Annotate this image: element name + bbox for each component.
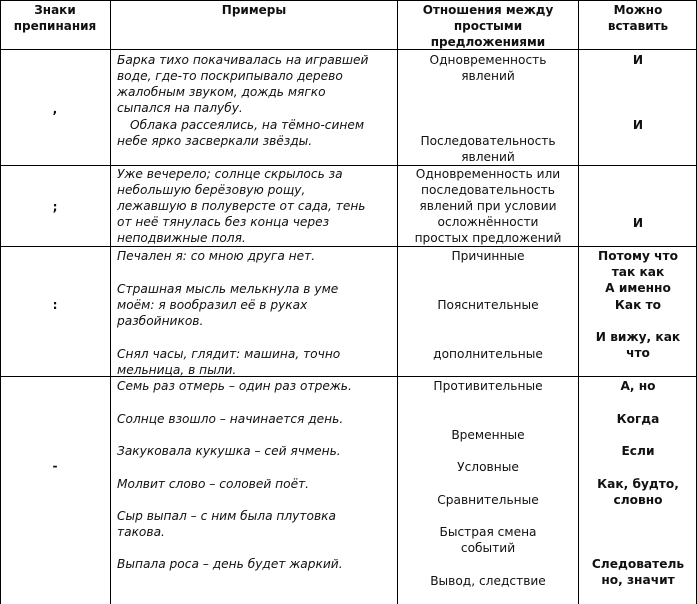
header-relations-line: простыми — [453, 19, 523, 33]
header-insert-line: вставить — [607, 19, 669, 33]
row-semicolon-insert: И — [632, 216, 644, 230]
insert-line: Потому что — [598, 249, 678, 263]
column-divider-1 — [110, 0, 111, 604]
row-colon-insert-3 — [579, 329, 697, 361]
row-dash-sign: - — [52, 459, 58, 473]
example-line: Выпала роса – день будет жаркий. — [117, 557, 343, 571]
row-comma-sign: , — [52, 102, 58, 116]
relation-line: Вывод, следствие — [430, 574, 546, 588]
example-line: небе ярко засверкали звёзды. — [117, 134, 313, 148]
header-relations — [398, 2, 578, 50]
relation-line: Одновременность — [429, 53, 547, 67]
header-relations-line: Отношения между — [422, 3, 554, 17]
example-line: Уже вечерело; солнце скрылось за — [117, 167, 343, 181]
row-comma-insert-2: И — [632, 118, 644, 132]
insert-line: Следователь — [591, 557, 685, 571]
insert-line: так как — [611, 265, 665, 279]
relation-line: Последовательность — [420, 134, 556, 148]
example-line: Солнце взошло – начинается день. — [117, 412, 344, 426]
insert-line: Когда — [616, 412, 660, 426]
example-line: мельница, в пыли. — [117, 363, 237, 377]
header-signs-line: препинания — [13, 19, 97, 33]
relation-line: последовательность — [421, 183, 555, 197]
example-line: разбойников. — [117, 314, 204, 328]
row-dash-relation-2 — [398, 427, 578, 443]
relation-line: Противительные — [433, 379, 543, 393]
row-dash-relation-4 — [398, 492, 578, 508]
row-dash-insert-2 — [579, 411, 697, 427]
row-colon-example-2 — [117, 281, 389, 329]
example-line: Семь раз отмерь – один раз отрежь. — [117, 379, 352, 393]
row-colon-example-1 — [117, 248, 389, 264]
relation-line: Условные — [457, 460, 519, 474]
header-examples — [111, 2, 397, 18]
insert-line: Как, будто, — [597, 477, 679, 491]
row-dash-insert-1 — [579, 378, 697, 394]
example-line: от неё тянулась без конца через — [117, 215, 330, 229]
row-dash-insert-5 — [579, 556, 697, 588]
insert-line: но, значит — [601, 573, 675, 587]
relation-line: Причинные — [451, 249, 525, 263]
row-divider-header — [0, 49, 697, 50]
example-line: лежавшую в полуверсте от сада, тень — [117, 199, 366, 213]
relation-line: Сравнительные — [437, 493, 539, 507]
row-colon-insert-2 — [579, 297, 697, 313]
row-semicolon-relation — [398, 166, 578, 246]
example-line: такова. — [117, 525, 165, 539]
row-colon-example-3 — [117, 346, 389, 378]
example-line: Молвит слово – соловей поёт. — [117, 477, 310, 491]
row-comma-example-1 — [117, 52, 389, 116]
relation-line: Пояснительные — [437, 298, 539, 312]
example-line: Печален я: со мною друга нет. — [117, 249, 316, 263]
relation-line: явлений — [461, 69, 515, 83]
row-dash-insert-3 — [579, 443, 697, 459]
row-comma-relation-2 — [398, 133, 578, 165]
row-dash-insert-4 — [579, 476, 697, 508]
example-line: Сыр выпал – с ним была плутовка — [117, 509, 336, 523]
row-dash-relation-5 — [398, 524, 578, 556]
relation-line: Одновременность или — [415, 167, 561, 181]
example-line: Снял часы, глядит: машина, точно — [117, 347, 341, 361]
header-signs — [0, 2, 110, 34]
relation-line: осложнённости — [437, 215, 539, 229]
row-semicolon-example — [117, 166, 389, 246]
example-line: сыпался на палубу. — [117, 101, 243, 115]
row-colon-sign: : — [52, 298, 58, 312]
example-line: неподвижные поля. — [117, 231, 246, 245]
relation-line: дополнительные — [433, 347, 543, 361]
row-dash-example-5 — [117, 508, 389, 540]
insert-line: А именно — [605, 281, 671, 295]
table-border-top — [0, 0, 697, 1]
example-line: Закуковала кукушка – сей ячмень. — [117, 444, 341, 458]
row-colon-insert-1 — [579, 248, 697, 296]
header-insert — [579, 2, 697, 34]
relation-line: Временные — [451, 428, 525, 442]
example-line: небольшую берёзовую рощу, — [117, 183, 306, 197]
insert-line: Как то — [614, 298, 662, 312]
example-line: моём: я вообразил её в руках — [117, 298, 308, 312]
relation-line: явлений — [461, 150, 515, 164]
row-dash-relation-1 — [398, 378, 578, 394]
row-dash-example-3 — [117, 443, 389, 459]
example-line: воде, где-то поскрипывало дерево — [117, 69, 343, 83]
insert-line: А, но — [620, 379, 656, 393]
header-insert-line: Можно — [613, 3, 663, 17]
example-line: Облака рассеялись, на тёмно-синем — [130, 118, 365, 132]
insert-line: словно — [613, 493, 663, 507]
row-dash-example-4 — [117, 476, 389, 492]
row-comma-example-2 — [117, 117, 389, 149]
insert-line: Если — [621, 444, 655, 458]
example-line: жалобным звуком, дождь мягко — [117, 85, 326, 99]
example-line: Барка тихо покачивалась на игравшей — [117, 53, 369, 67]
insert-line: что — [626, 346, 650, 360]
example-line: Страшная мысль мелькнула в уме — [117, 282, 339, 296]
relation-line: явлений при условии — [419, 199, 557, 213]
row-dash-example-1 — [117, 378, 389, 394]
row-colon-relation-2 — [398, 297, 578, 313]
relation-line: простых предложений — [414, 231, 562, 245]
header-examples-label: Примеры — [221, 3, 287, 17]
header-relations-line: предложениями — [430, 35, 546, 49]
row-comma-insert-1: И — [632, 53, 644, 67]
insert-line: И вижу, как — [595, 330, 681, 344]
row-dash-example-2 — [117, 411, 389, 427]
relation-line: событий — [460, 541, 516, 555]
row-semicolon-sign: ; — [52, 200, 58, 214]
row-colon-relation-1 — [398, 248, 578, 264]
row-dash-relation-3 — [398, 459, 578, 475]
relation-line: Быстрая смена — [439, 525, 537, 539]
row-comma-relation-1 — [398, 52, 578, 84]
row-colon-relation-3 — [398, 346, 578, 362]
header-signs-line: Знаки — [34, 3, 76, 17]
row-divider-2 — [0, 246, 697, 247]
row-dash-relation-6 — [398, 573, 578, 589]
row-dash-example-6 — [117, 556, 389, 572]
